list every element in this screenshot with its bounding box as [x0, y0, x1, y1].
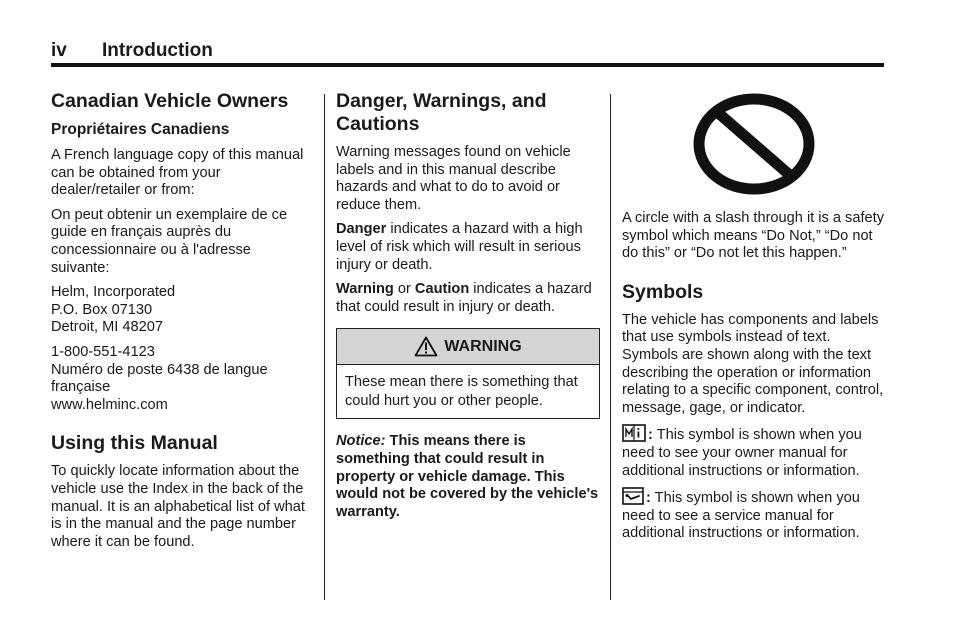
term-caution: Caution: [414, 281, 470, 298]
service-manual-description: This symbol is shown when you need to see a service manual for additional instructions or information.: [622, 490, 860, 542]
phone-number: 1-800-551-4123: [51, 343, 155, 360]
notice-text: This means there is something that could result in property or vehicle damage. This would not be covered by the vehicle's warranty.: [336, 433, 599, 520]
paragraph-owner-manual-symbol: [622, 424, 884, 480]
heading-canadian-owners: Canadian Vehicle Owners: [51, 90, 289, 112]
column-divider: [324, 94, 325, 600]
circle-slash-icon: [692, 92, 816, 196]
symbol-colon: :: [646, 490, 651, 507]
warning-box-title: WARNING: [444, 338, 522, 356]
address-line: P.O. Box 07130: [51, 301, 153, 318]
paragraph-circle-slash: A circle with a slash through it is a safety symbol which means “Do Not,” “Do not do this” or “Do not let this happen.”: [622, 210, 884, 262]
paragraph-french-copy: A French language copy of this manual can be obtained from your dealer/retailer or from:: [51, 147, 304, 199]
paragraph-warning-caution: [336, 281, 600, 316]
heading-danger-warnings: Danger, Warnings, and Cautions: [336, 90, 547, 135]
page-header: [51, 38, 884, 66]
warning-box-body: These mean there is something that could hurt you or other people.: [345, 374, 578, 409]
column-middle: [336, 90, 600, 528]
contact-block: [51, 344, 313, 414]
paragraph-on-peut: On peut obtenir un exemplaire de ce guide en français auprès du concessionnaire ou à l'adresse suivante:: [51, 206, 288, 276]
notice-paragraph: [336, 433, 600, 521]
column-right: [622, 92, 884, 550]
warning-box: [336, 328, 600, 419]
address-line: Detroit, MI 48207: [51, 319, 163, 336]
section-title: Introduction: [102, 40, 213, 61]
warning-box-header: [337, 329, 599, 365]
or-word: or: [393, 281, 415, 298]
contact-line: Numéro de poste 6438 de langue: [51, 361, 268, 378]
column-divider: [610, 94, 611, 600]
owner-manual-description: This symbol is shown when you need to see your owner manual for additional instructions or information.: [622, 427, 862, 479]
heading-proprietaires: Propriétaires Canadiens: [51, 121, 230, 138]
column-left: [51, 90, 313, 558]
website: www.helminc.com: [51, 396, 168, 413]
notice-label: Notice:: [336, 433, 386, 450]
paragraph-danger: [336, 221, 600, 274]
contact-line: française: [51, 379, 111, 396]
term-danger: Danger: [336, 221, 387, 238]
service-manual-icon: [622, 487, 644, 505]
paragraph-symbols: The vehicle has components and labels that use symbols instead of text. Symbols are shown along with the text describing the operation or information relating to a specific component, control, message, gage, or indicator.: [622, 311, 884, 416]
paragraph-using-manual: To quickly locate information about the vehicle use the Index in the back of the manual. It is an alphabetical list of what is in the manual and the page number where it can be found.: [51, 463, 305, 550]
address-block: [51, 284, 313, 337]
term-warning: Warning: [336, 281, 394, 298]
heading-symbols: Symbols: [622, 280, 704, 303]
paragraph-warning-messages: Warning messages found on vehicle labels and in this manual describe hazards and what to do to avoid or reduce them.: [336, 144, 571, 213]
symbol-colon: :: [648, 427, 653, 444]
header-rule: [51, 63, 884, 67]
warning-triangle-icon: [414, 336, 438, 357]
paragraph-service-manual-symbol: [622, 487, 884, 543]
owner-manual-icon: [622, 424, 646, 442]
danger-description: indicates a hazard with a high level of risk which will result in serious injury or death.: [336, 221, 583, 273]
address-line: Helm, Incorporated: [51, 284, 176, 301]
heading-using-manual: Using this Manual: [51, 432, 218, 455]
page-number: iv: [51, 40, 67, 61]
caution-description: indicates a hazard that could result in injury or death.: [336, 281, 592, 315]
